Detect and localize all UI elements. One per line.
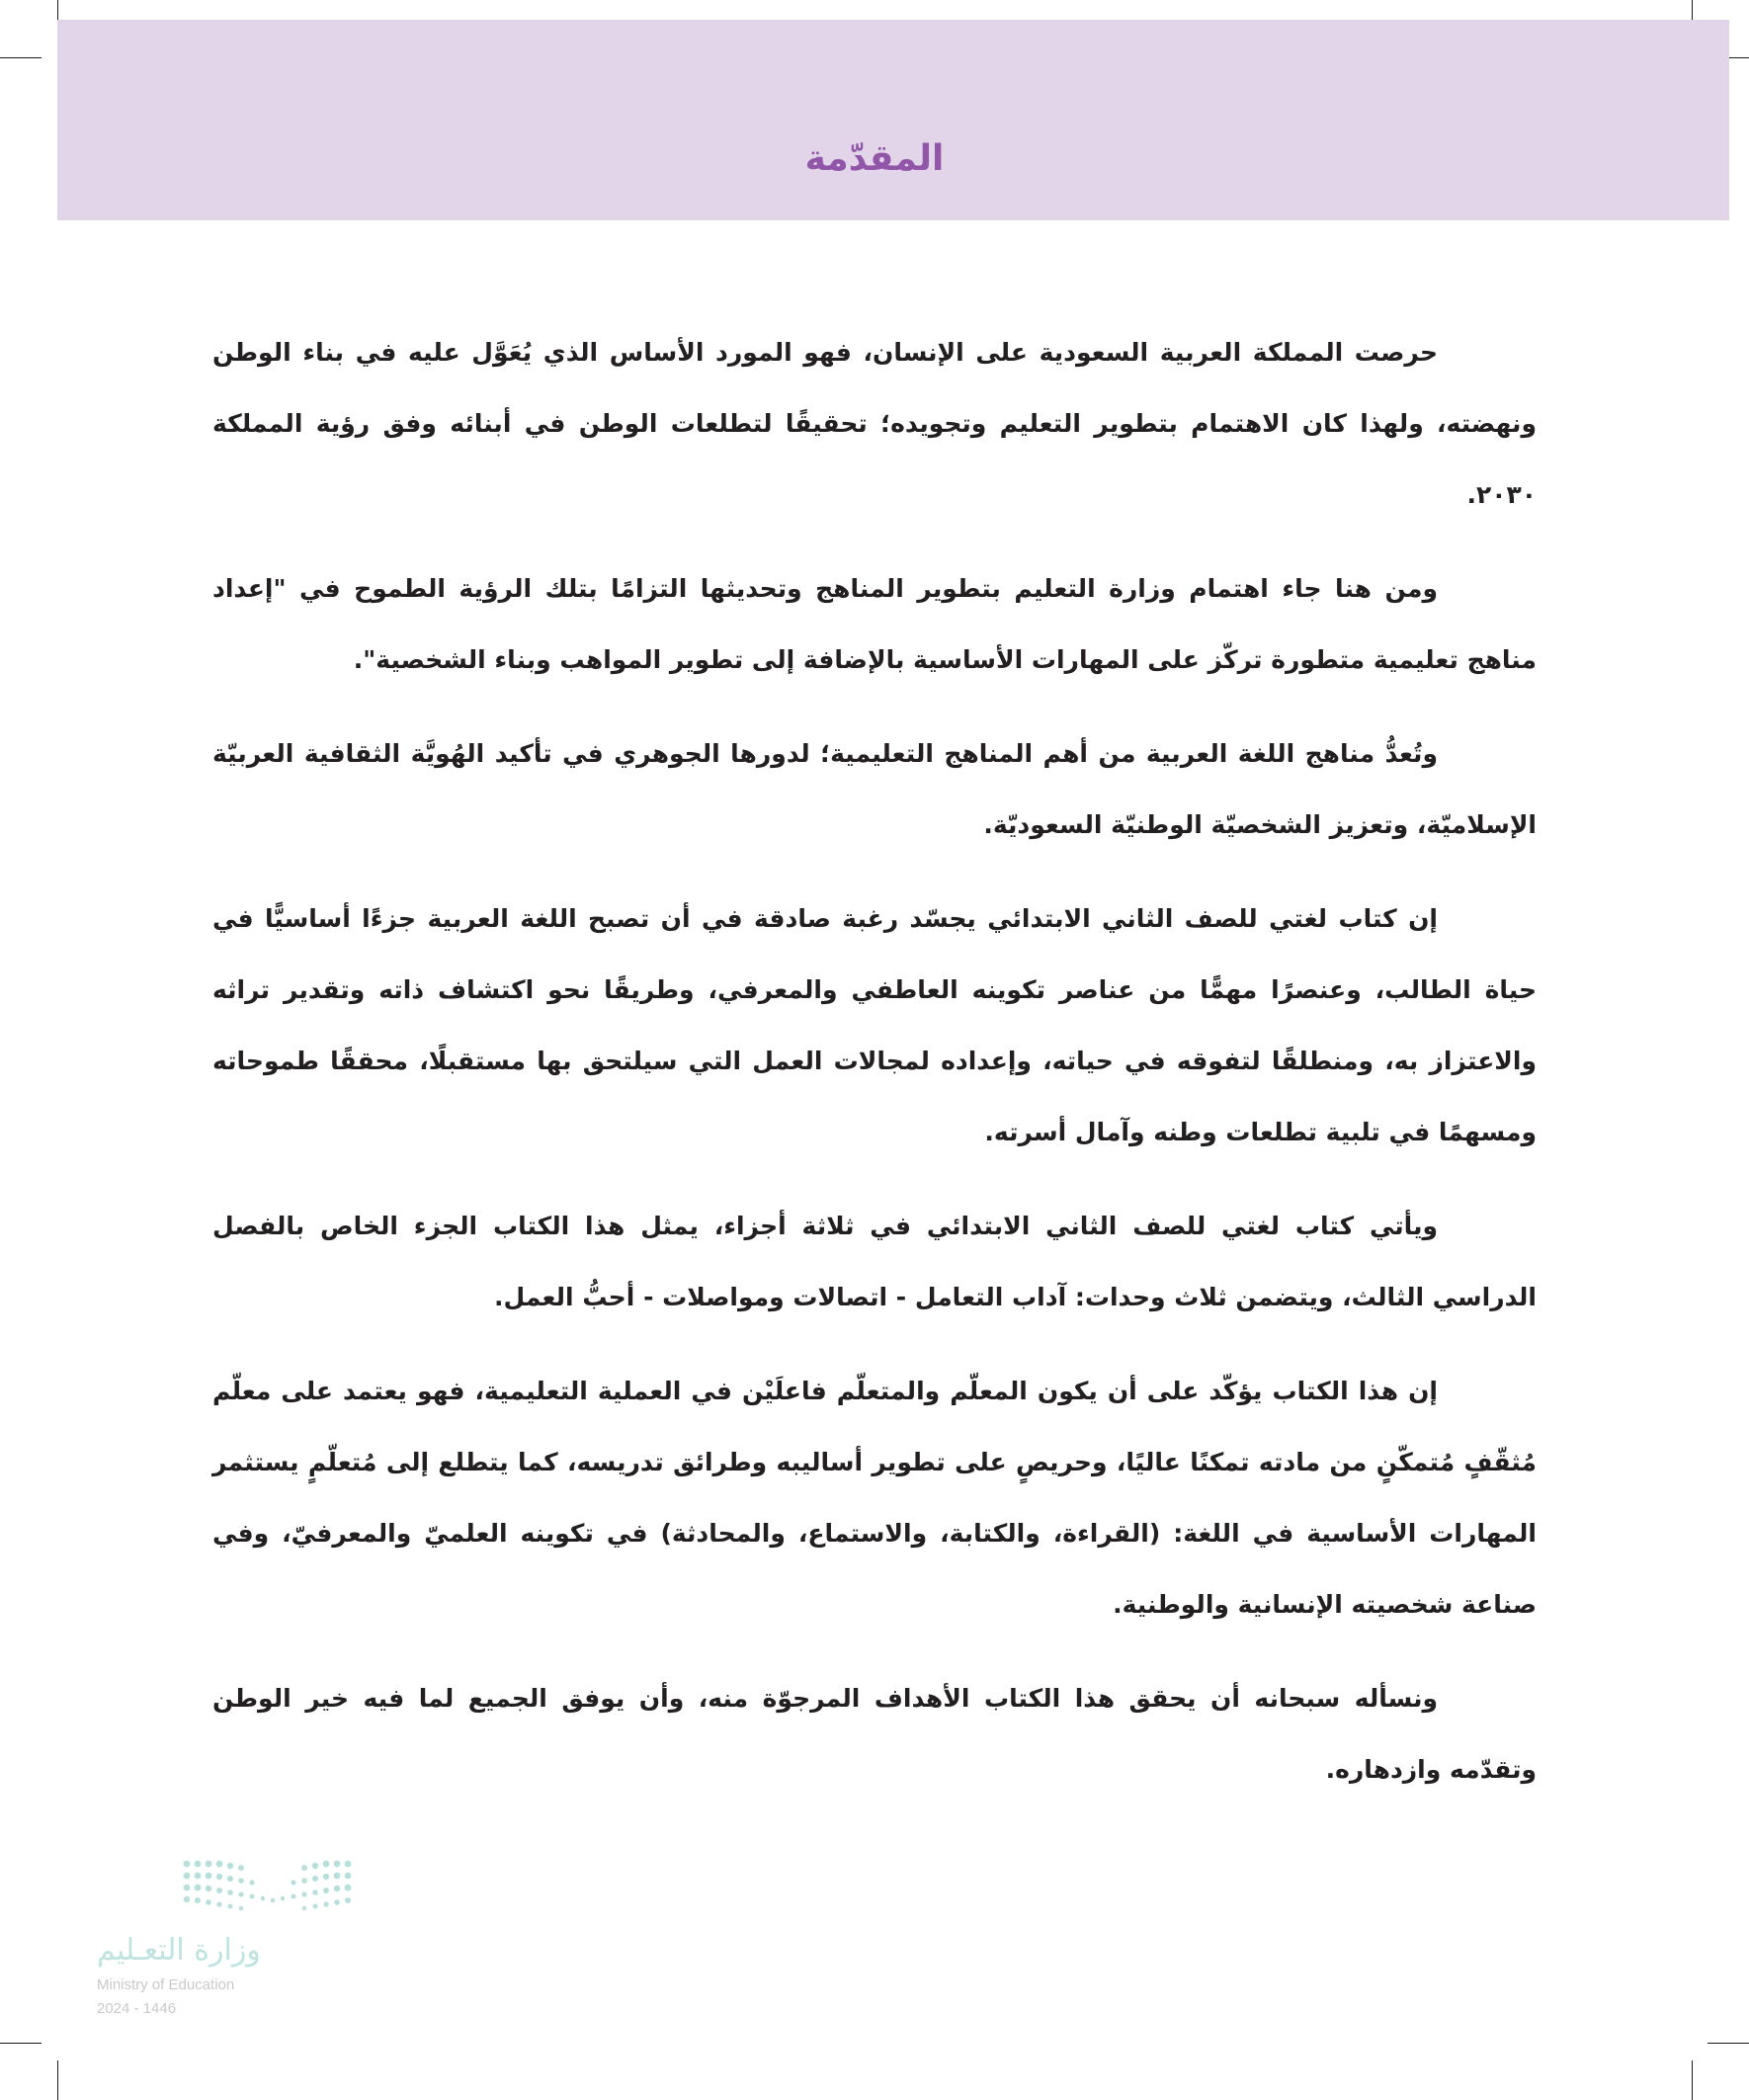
crop-mark-bottom-right-v [1692, 2060, 1693, 2100]
crop-mark-bottom-left-h [0, 2043, 42, 2044]
paragraph-1: حرصت المملكة العربية السعودية على الإنسان، فهو المورد الأساس الذي يُعَوَّل عليه في بناء الوطن ونهضته، ولهذا كان الاهتمام بتطوير التعليم وتجويده؛ تحقيقًا لتطلعات الوطن في أبنائه وفق رؤية المملكة ٢٠٣٠. [212, 338, 1537, 509]
intro-body [212, 317, 1537, 1828]
paragraph-3: وتُعدُّ مناهج اللغة العربية من أهم المناهج التعليمية؛ لدورها الجوهري في تأكيد الهُويَّة الثقافية العربيّة الإسلاميّة، وتعزيز الشخصيّة الوطنيّة السعوديّة. [212, 739, 1537, 839]
crop-mark-bottom-left-v [57, 2060, 58, 2100]
paragraph-4: إن كتاب لغتي للصف الثاني الابتدائي يجسّد رغبة صادقة في أن تصبح اللغة العربية جزءًا أساسيًّا في حياة الطالب، وعنصرًا مهمًّا من عناصر تكوينه العاطفي والمعرفي، وطريقًا نحو اكتشاف ذاته وتقدير تراثه والاعتزاز به، ومنطلقًا لتفوقه في حياته، وإعداده لمجالات العمل التي سيلتحق بها مستقبلًا، محققًا طموحاته ومسهمًا في تلبية تطلعات وطنه وآمال أسرته. [212, 904, 1537, 1146]
page-title: المقدّمة [804, 138, 945, 179]
paragraph-7: ونسأله سبحانه أن يحقق هذا الكتاب الأهداف المرجوّة منه، وأن يوفق الجميع لما فيه خير الوطن وتقدّمه وازدهاره. [212, 1684, 1537, 1784]
paragraph-2: ومن هنا جاء اهتمام وزارة التعليم بتطوير المناهج وتحديثها التزامًا بتلك الرؤية الطموح في "إعداد مناهج تعليمية متطورة تركّز على المهارات الأساسية بالإضافة إلى تطوير المواهب وبناء الشخصية". [212, 574, 1537, 674]
ministry-name-arabic: وزارة التعـليم [97, 1933, 261, 1968]
crop-mark-bottom-right-h [1707, 2043, 1749, 2044]
ministry-name-english: Ministry of Education [97, 1976, 235, 1993]
ministry-logo-dots-icon [181, 1858, 354, 1919]
ministry-year: 2024 - 1446 [97, 2000, 177, 2017]
header-band [57, 20, 1729, 220]
paragraph-6: إن هذا الكتاب يؤكّد على أن يكون المعلّم والمتعلّم فاعلَيْن في العملية التعليمية، فهو يعتمد على معلّم مُثقّفٍ مُتمكّنٍ من مادته تمكنًا عاليًا، وحريصٍ على تطوير أساليبه وطرائق تدريسه، كما يتطلع إلى مُتعلّمٍ يستثمر المهارات الأساسية في اللغة: (القراءة، والكتابة، والاستماع، والمحادثة) في تكوينه العلميّ والمعرفيّ، وفي صناعة شخصيته الإنسانية والوطنية. [212, 1377, 1537, 1619]
paragraph-5: ويأتي كتاب لغتي للصف الثاني الابتدائي في ثلاثة أجزاء، يمثل هذا الكتاب الجزء الخاص بالفصل الدراسي الثالث، ويتضمن ثلاث وحدات: آداب التعامل - اتصالات ومواصلات - أحبُّ العمل. [212, 1212, 1537, 1311]
crop-mark-top-left-h [0, 57, 42, 58]
ministry-logo [97, 1858, 374, 2026]
